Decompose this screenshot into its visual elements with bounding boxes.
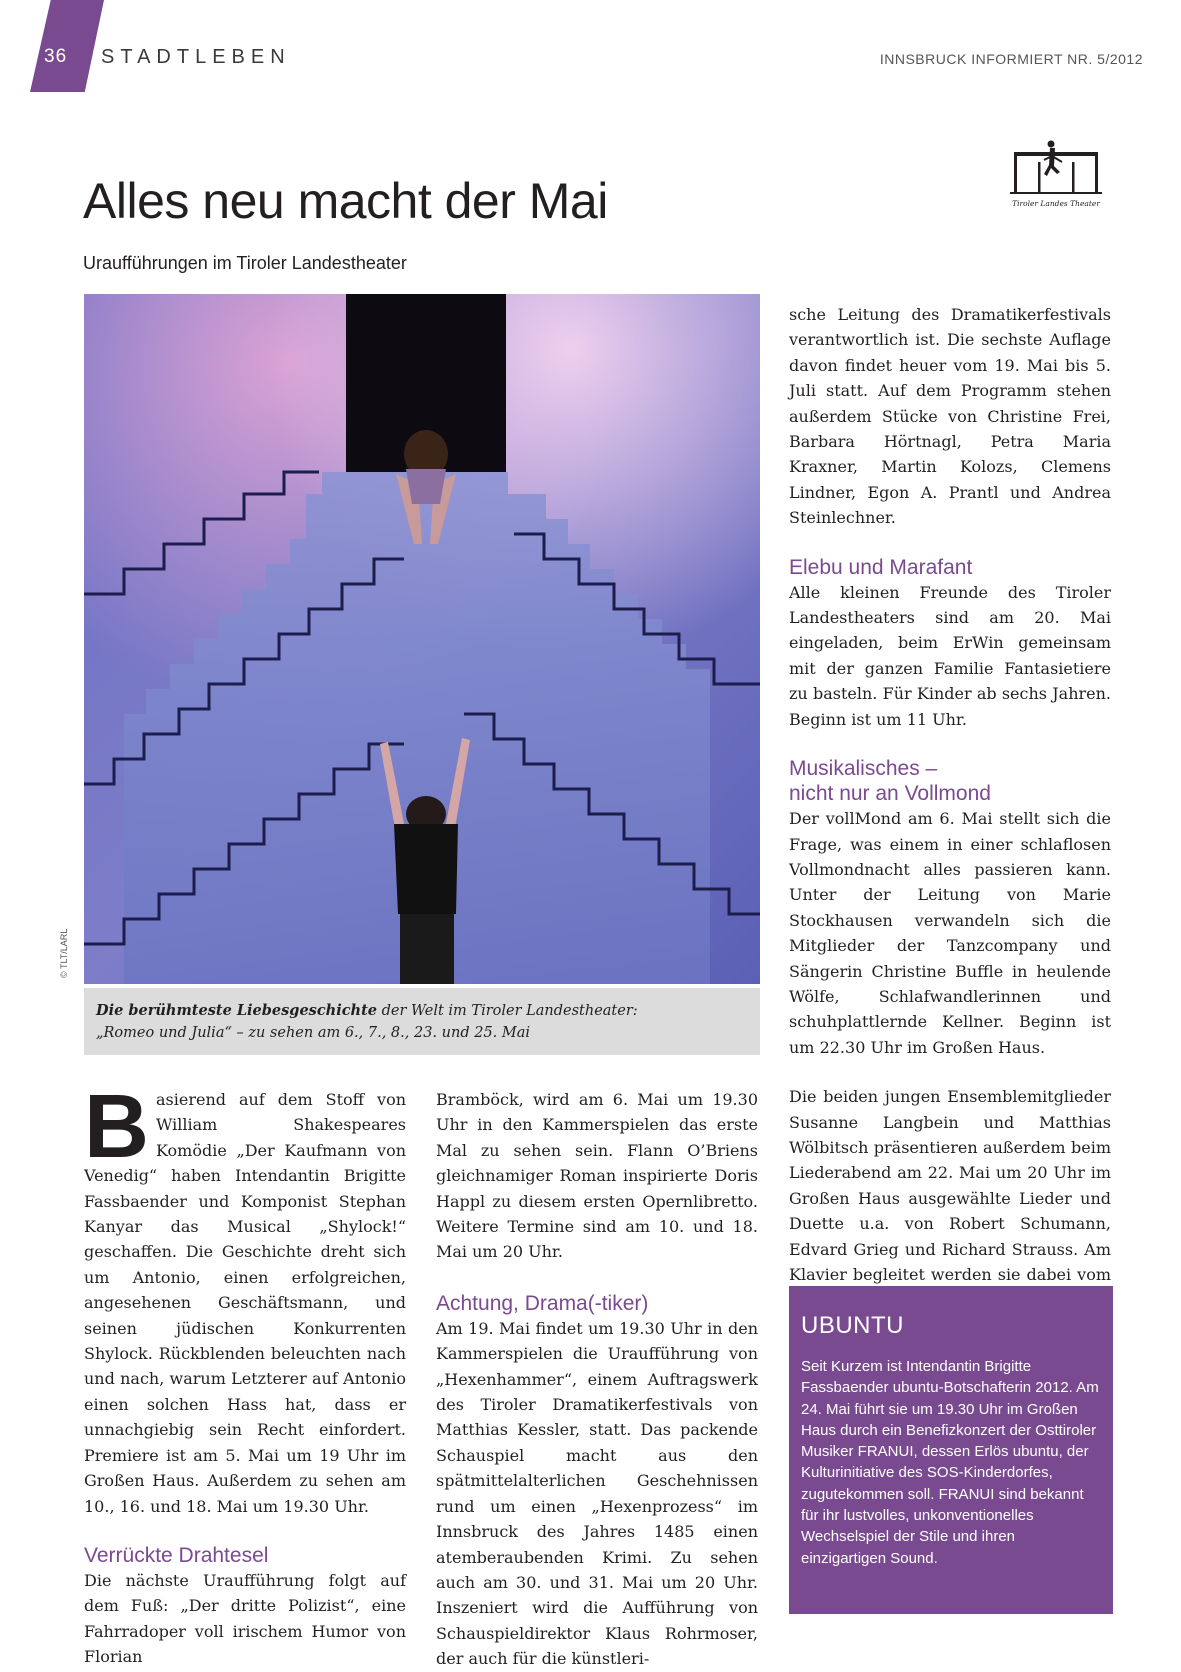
caption-rest: der Welt im Tiroler Landestheater: bbox=[377, 1003, 638, 1019]
col3-paragraph-4 bbox=[789, 1084, 1111, 1313]
page-number: 36 bbox=[44, 46, 68, 67]
article-title: Alles neu macht der Mai bbox=[83, 173, 608, 229]
col3-paragraph-1: sche Leitung des Dramatikerfestivals verantwortlich ist. Die sechste Auflage davon findet heuer vom 19. Mai bis 5. Juli statt. Auf dem Programm stehen außerdem Stücke von Christine Frei, Barbara Hörtnagl, Petra Maria Kraxner, Martin Kolozs, Clemens Lindner, Egon A. Prantl und Andrea Steinlechner. bbox=[789, 305, 1111, 528]
ubuntu-heading: UBUNTU bbox=[801, 1312, 904, 1339]
col3-paragraph-4-text: Die beiden jungen Ensemblemitglieder Susanne Langbein und Matthias Wölbitsch präsentieren außerdem beim Liederabend am 22. Mai um 20 Uhr im Großen Haus ausgewählte Lieder und Duette u.a. von Robert Schumann, Edvard Grieg und Richard Strauss. Am Klavier begleitet werden sie dabei vom bbox=[789, 1087, 1111, 1284]
heading-musikalisches-line2: nicht nur an Vollmond bbox=[789, 782, 991, 806]
heading-musikalisches bbox=[789, 756, 1111, 806]
column-3 bbox=[789, 302, 1111, 1313]
photo-credit: © TLT/LARL bbox=[59, 928, 69, 978]
heading-musikalisches-line1: Musikalisches – bbox=[789, 757, 938, 781]
ubuntu-text: Seit Kurzem ist Intendantin Brigitte Fassbaender ubuntu-Botschafterin 2012. Am 24. Mai führt sie um 19.30 Uhr im Großen Haus durch ein Benefizkonzert der Osttiroler Musiker FRANUI, dessen Erlös ubuntu, der Kulturinitiative des SOS-Kinderdorfes, zugutekommen soll. FRANUI sind bekannt für ihr lustvolles, unkonventionelles Wechselspiel der Stile und ihren einzigartigen Sound. bbox=[801, 1358, 1099, 1567]
heading-elebu-und-marafant: Elebu und Marafant bbox=[789, 555, 973, 579]
ubuntu-info-box bbox=[789, 1286, 1113, 1614]
column-2 bbox=[436, 1087, 758, 1672]
col1-paragraph-2: Die nächste Uraufführung folgt auf dem Fuß: „Der dritte Polizist“, eine Fahrradoper voll irischem Humor von Florian bbox=[84, 1570, 406, 1667]
col2-paragraph-2: Am 19. Mai findet um 19.30 Uhr in den Kammerspielen die Uraufführung von „Hexenhammer“, einem Auftragswerk des Tiroler Dramatikerfestivals von Matthias Kessler, statt. Das packende Schauspiel macht aus den spätmittelalterlichen Geschehnissen rund um einen „Hexenprozess“ im Innsbruck des Jahres 1485 einen atemberaubenden Krimi. Zu sehen auch am 30. und 31. Mai um 20 Uhr. Inszeniert wird die Aufführung von Schauspieldirektor Klaus Rohrmoser, der auch für die künstleri- bbox=[436, 1318, 758, 1669]
tiroler-landestheater-logo bbox=[1000, 140, 1112, 218]
issue-label: INNSBRUCK INFORMIERT NR. 5/2012 bbox=[879, 51, 1143, 67]
col2-paragraph-1: Bramböck, wird am 6. Mai um 19.30 Uhr in den Kammerspielen das erste Mal zu sehen sein. Flann O’Briens gleichnamiger Roman inspirierte Doris Happl zu diesem ersten Opernlibretto. Weitere Termine sind am 10. und 18. Mai um 20 Uhr. bbox=[436, 1090, 758, 1262]
heading-achtung-drama: Achtung, Drama(-tiker) bbox=[436, 1291, 649, 1315]
col3-paragraph-2: Alle kleinen Freunde des Tiroler Landestheaters sind am 20. Mai eingeladen, beim ErWin gemeinsam mit der ganzen Familie Fantasietiere zu basteln. Für Kinder ab sechs Jahren. Beginn ist um 11 Uhr. bbox=[789, 582, 1111, 729]
heading-verrueckte-drahtesel: Verrückte Drahtesel bbox=[84, 1543, 269, 1567]
col3-paragraph-3: Der vollMond am 6. Mai stellt sich die Frage, was einem in einer schlaflosen Vollmondnacht alles passieren kann. Unter der Leitung von Marie Stockhausen verwandeln sich die Mitglieder der Tanzcompany und Sängerin Christine Buffle in heulende Wölfe, Schlafwandlerinnen und schuhplattlernde Kellner. Beginn ist um 22.30 Uhr im Großen Haus. bbox=[789, 809, 1111, 1057]
caption-bold: Die berühmteste Liebesgeschichte bbox=[96, 1002, 378, 1019]
section-label: STADTLEBEN bbox=[101, 46, 291, 68]
col1-paragraph-1: asierend auf dem Stoff von William Shakespeares Komödie „Der Kaufmann von Venedig“ haben Intendantin Brigitte Fassbaender und Komponist Stephan Kanyar das Musical „Shylock!“ geschaffen. Die Geschichte dreht sich um Antonio, einen erfolgreichen, angesehenen Geschäftsmann, und seinen jüdischen Konkurrenten Shylock. Rückblenden beleuchten nach und nach, warum Letzterer auf Antonio einen solchen Hass hat, dass er unnachgiebig sein Recht einfordert. Premiere ist am 5. Mai um 19 Uhr im Großen Haus. Außerdem zu sehen am 10., 16. und 18. Mai um 19.30 Uhr. bbox=[84, 1090, 406, 1516]
drop-cap: B bbox=[84, 1077, 149, 1177]
article-subtitle: Uraufführungen im Tiroler Landestheater bbox=[83, 253, 407, 273]
stage-photo bbox=[84, 294, 760, 984]
caption-line2: „Romeo und Julia“ – zu sehen am 6., 7., 8., 23. und 25. Mai bbox=[96, 1025, 531, 1041]
photo-caption bbox=[84, 988, 760, 1055]
column-1 bbox=[84, 1077, 406, 1670]
logo-text: Tiroler Landes Theater bbox=[1012, 199, 1100, 208]
